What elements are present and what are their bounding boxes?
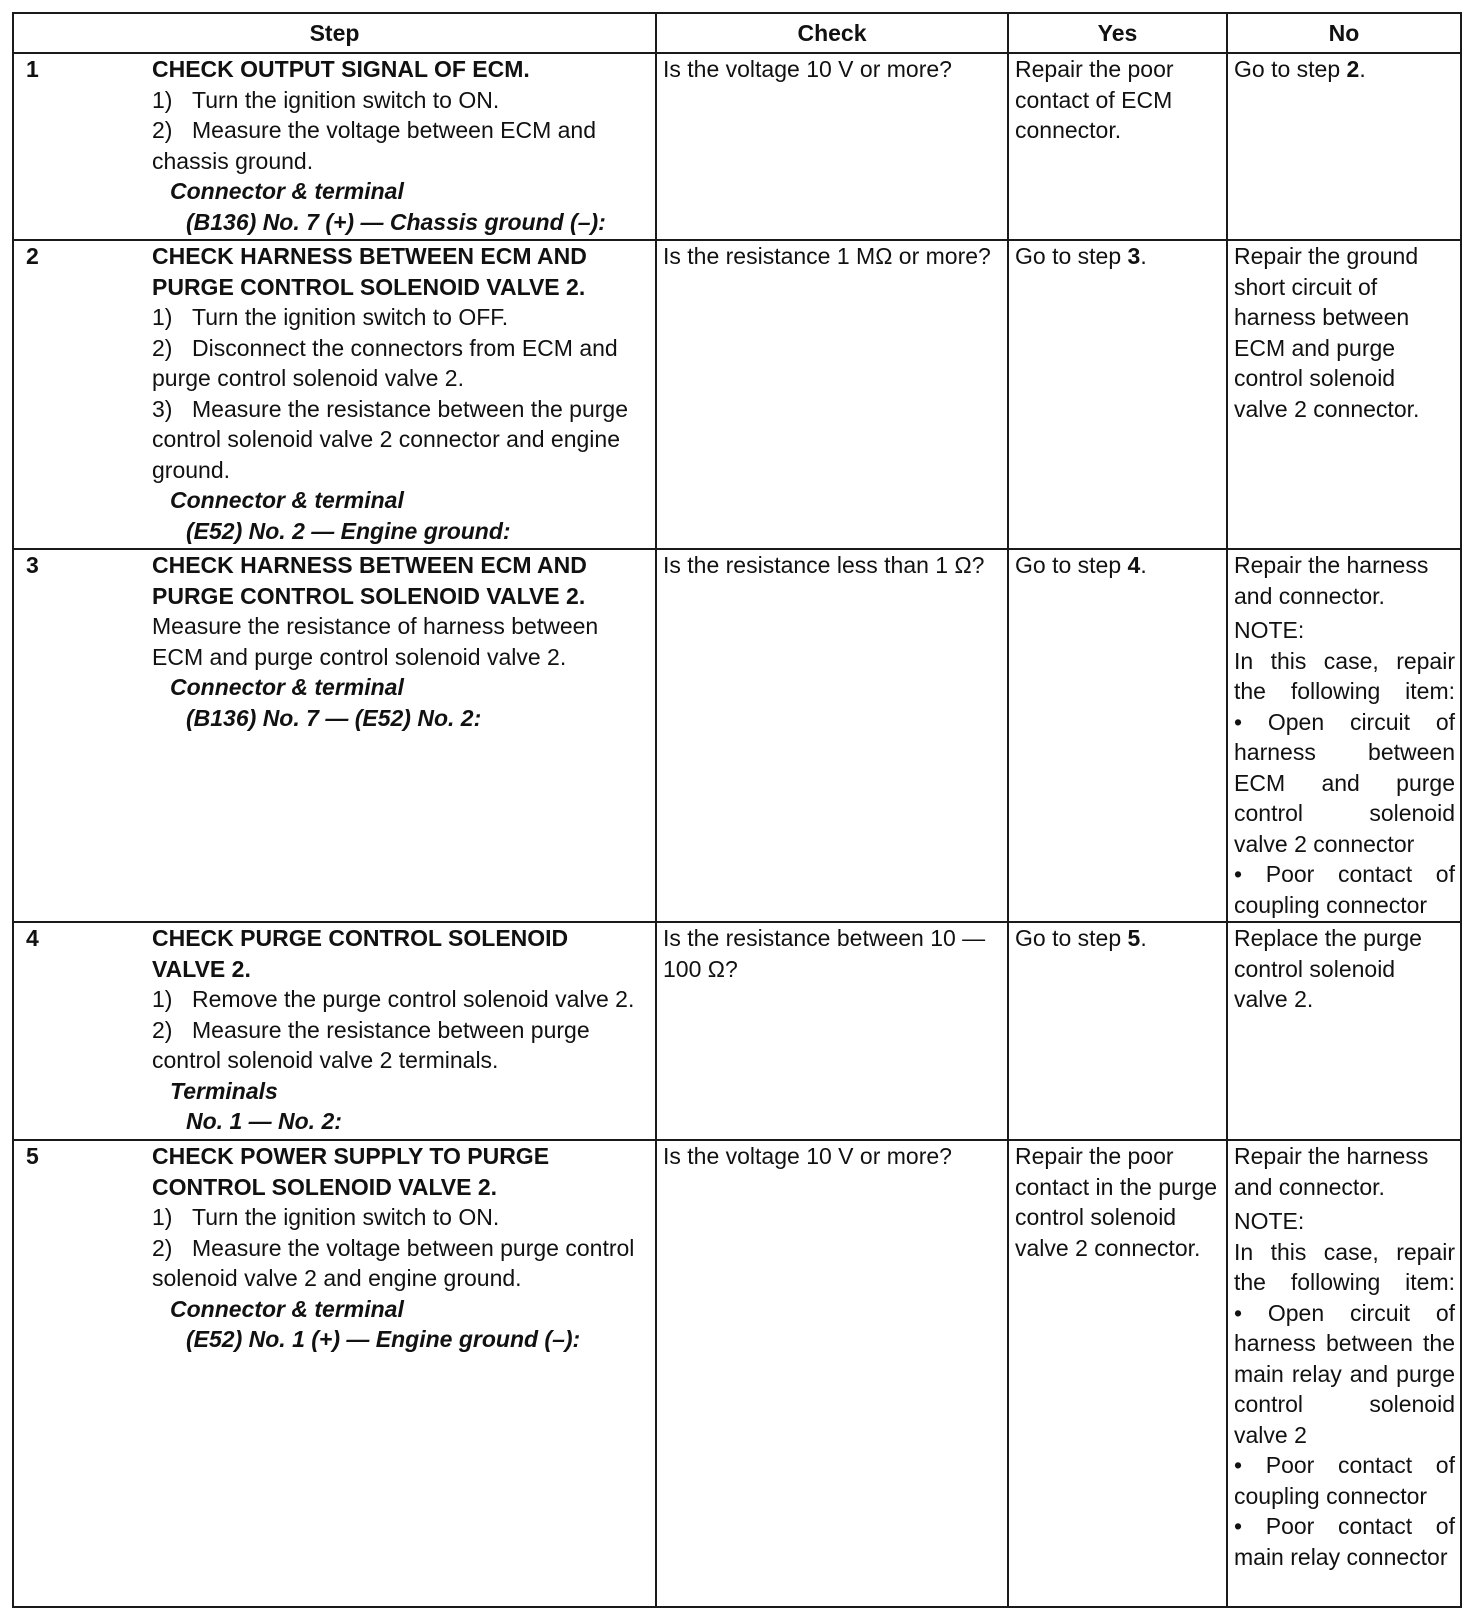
table-row [13,1140,1461,1607]
check-cell: Is the voltage 10 V or more? [656,1140,1008,1607]
step-instruction: 2) Disconnect the connectors from ECM and purge control solenoid valve 2. [152,334,618,391]
no-cell [1227,1140,1461,1607]
step-title: CHECK HARNESS BETWEEN ECM AND PURGE CONTROL SOLENOID VALVE 2. [152,552,587,609]
connector-label: Connector & terminal [170,1295,404,1322]
step-instruction: 2) Measure the voltage between ECM and chassis ground. [152,117,597,174]
connector-label: Connector & terminal [170,674,404,700]
connector-terminal: (E52) No. 1 (+) — Engine ground (–): [186,1326,581,1352]
step-number: 2 [26,243,39,269]
step-instruction: 1) Turn the ignition switch to OFF. [152,304,509,330]
step-title: CHECK PURGE CONTROL SOLENOID VALVE 2. [152,925,569,982]
check-cell: Is the voltage 10 V or more? [656,53,1008,240]
step-number: 3 [26,552,39,578]
no-action: Repair the harness and connector. [1234,552,1429,609]
step-title: CHECK OUTPUT SIGNAL OF ECM. [152,56,530,82]
connector-label: Connector & terminal [170,178,404,204]
step-number: 5 [26,1143,39,1169]
diagnostic-table [12,12,1462,1608]
note-item: • Open circuit of harness between ECM and purge control solenoid valve 2 connector [1234,708,1455,857]
step-title: CHECK POWER SUPPLY TO PURGE CONTROL SOLENOID VALVE 2. [152,1143,550,1200]
no-action: Repair the harness and connector. [1234,1143,1429,1200]
diagnostic-sheet [12,12,1460,1608]
step-instruction: 3) Measure the resistance between the purge control solenoid valve 2 connector and engine ground. [152,395,628,483]
step-cell [13,549,656,922]
connector-terminal: No. 1 — No. 2: [186,1108,342,1134]
step-instruction: Measure the resistance of harness between ECM and purge control solenoid valve 2. [152,613,599,670]
connector-terminal: (E52) No. 2 — Engine ground: [186,517,511,544]
step-title: CHECK HARNESS BETWEEN ECM AND PURGE CONTROL SOLENOID VALVE 2. [152,243,587,300]
note-label: NOTE: [1234,617,1305,643]
step-number: 1 [26,56,39,82]
note-intro: In this case, repair the following item: [1234,1238,1455,1295]
step-cell [13,1140,656,1607]
header-no: No [1227,13,1461,53]
header-yes: Yes [1008,13,1227,53]
connector-label: Connector & terminal [170,487,404,513]
step-number: 4 [26,925,39,951]
step-instruction: 2) Measure the resistance between purge control solenoid valve 2 terminals. [152,1016,590,1073]
header-row [13,13,1461,53]
no-cell: Go to step 2. [1227,53,1461,240]
connector-label: Terminals [170,1077,278,1104]
step-instruction: 1) Turn the ignition switch to ON. [152,1204,500,1230]
step-cell [13,53,656,240]
no-cell: Repair the ground short circuit of harness between ECM and purge control solenoid valve 2 connector. [1227,240,1461,549]
note-item: • Poor contact of coupling connector [1234,1452,1455,1509]
yes-cell: Go to step 4. [1008,549,1227,922]
header-check: Check [656,13,1008,53]
step-cell [13,922,656,1140]
header-step: Step [13,13,656,53]
step-instruction: 1) Turn the ignition switch to ON. [152,86,500,113]
yes-cell: Repair the poor contact of ECM connector. [1008,53,1227,240]
yes-cell: Go to step 3. [1008,240,1227,549]
yes-cell: Go to step 5. [1008,922,1227,1140]
table-row [13,922,1461,1140]
step-cell [13,240,656,549]
connector-terminal: (B136) No. 7 — (E52) No. 2: [186,704,482,731]
no-cell [1227,549,1461,922]
step-instruction: 1) Remove the purge control solenoid valve 2. [152,986,635,1012]
check-cell: Is the resistance less than 1 Ω? [656,549,1008,922]
note-item: • Open circuit of harness between the main relay and purge control solenoid valve 2 [1234,1299,1455,1448]
note-item: • Poor contact of main relay connector [1234,1513,1455,1570]
yes-cell: Repair the poor contact in the purge control solenoid valve 2 connector. [1008,1140,1227,1607]
table-row [13,549,1461,922]
check-cell: Is the resistance 1 MΩ or more? [656,240,1008,549]
table-row [13,240,1461,549]
table-row [13,53,1461,240]
note-label: NOTE: [1234,1208,1305,1234]
note-intro: In this case, repair the following item: [1234,647,1455,704]
step-instruction: 2) Measure the voltage between purge control solenoid valve 2 and engine ground. [152,1234,635,1291]
note-item: • Poor contact of coupling connector [1234,861,1455,918]
connector-terminal: (B136) No. 7 (+) — Chassis ground (–): [186,208,606,235]
no-cell: Replace the purge control solenoid valve 2. [1227,922,1461,1140]
check-cell: Is the resistance between 10 — 100 Ω? [656,922,1008,1140]
